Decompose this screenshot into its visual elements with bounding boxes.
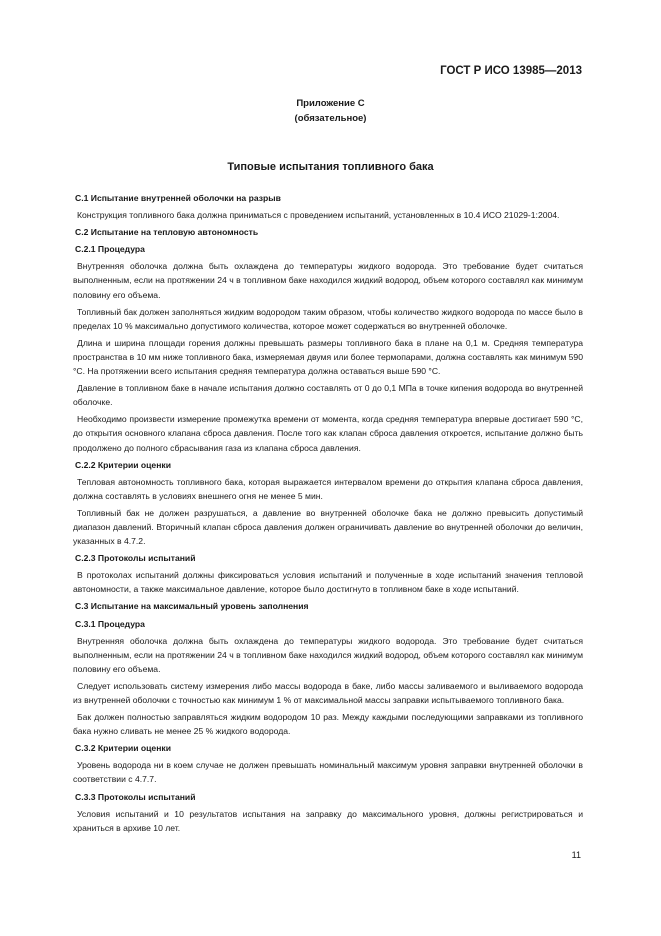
paragraph: Конструкция топливного бака должна приниматься с проведением испытаний, установленных в 10.4 ИСО 21029-1:2004.	[77, 210, 560, 221]
section-heading: С.3.2 Критерии оценки	[75, 743, 171, 754]
paragraph: Давление в топливном баке в начале испытания должно составлять от 0 до 0,1 МПа в точке кипения водорода во внутренней оболочке.	[73, 383, 583, 408]
paragraph: Условия испытаний и 10 результатов испытания на заправку до максимального уровня, должны регистрироваться и храниться в архиве 10 лет.	[73, 808, 583, 833]
document-body	[73, 191, 583, 838]
annex-title: Приложение С	[296, 98, 365, 109]
document-title: Типовые испытания топливного бака	[227, 161, 434, 173]
standard-code: ГОСТ Р ИСО 13985—2013	[440, 65, 582, 77]
section-heading: С.1 Испытание внутренней оболочки на разрыв	[75, 193, 281, 203]
annex-heading	[0, 96, 661, 126]
section-heading: С.2.3 Протоколы испытаний	[75, 553, 196, 564]
section-heading: С.3.3 Протоколы испытаний	[75, 791, 196, 802]
section-heading: С.2.1 Процедура	[75, 244, 145, 255]
paragraph: Длина и ширина площади горения должны превышать размеры топливного бака в плане на 0,1 м. Средняя температура пространства в 10 мм ниже топливного бака, измеряемая двумя или более термопарами, должна составлять как минимум 590 °С. На протяжении всего испытания средняя температура должна оставаться выше 590 °С.	[73, 337, 583, 377]
section-heading: С.3.1 Процедура	[75, 618, 145, 629]
annex-status: (обязательное)	[294, 113, 367, 124]
paragraph: Топливный бак должен заполняться жидким водородом таким образом, чтобы количество жидкого водорода по массе было в пределах 10 % максимально допустимого количества, которое может содержаться во внутренней оболочке.	[73, 306, 583, 331]
section-heading: С.3 Испытание на максимальный уровень заполнения	[75, 601, 309, 612]
paragraph: Топливный бак не должен разрушаться, а давление во внутренней оболочке бака не должно превысить допустимый диапазон давлений. Вторичный клапан сброса давления должен ограничивать давление во внутренней оболочки до величин, указанных в 4.7.2.	[73, 507, 583, 547]
section-heading: С.2 Испытание на тепловую автономность	[75, 227, 259, 238]
section-heading: С.2.2 Критерии оценки	[75, 459, 171, 470]
paragraph: Внутренняя оболочка должна быть охлаждена до температуры жидкого водорода. Это требование будет считаться выполненным, если на протяжении 24 ч в топливном баке находился жидкий водород, объем которого составлял как минимум половину его объема.	[73, 261, 583, 300]
paragraph: Внутренняя оболочка должна быть охлаждена до температуры жидкого водорода. Это требование будет считаться выполненным, если на протяжении 24 ч в топливном баке находился жидкий водород, объем которого составлял как минимум половину его объема.	[73, 635, 583, 674]
paragraph: Тепловая автономность топливного бака, которая выражается интервалом времени до открытия клапана сброса давления, должна составлять в условиях внешнего огня не менее 5 мин.	[73, 476, 583, 501]
paragraph: Уровень водорода ни в коем случае не должен превышать номинальный максимум уровня заправки внутренней оболочки в соответствии с 4.7.7.	[73, 760, 583, 785]
page-number: 11	[571, 850, 581, 860]
paragraph: Следует использовать систему измерения либо массы водорода в баке, либо массы заливаемого и выливаемого водорода из внутренней оболочки с точностью как минимум 1 % от максимальной массы заправки испытываемого топливного бака.	[73, 680, 583, 705]
paragraph: В протоколах испытаний должны фиксироваться условия испытаний и полученные в ходе испытаний значения тепловой автономности, а также максимальное давление, которое было достигнуто в топливном баке в ходе испытаний.	[73, 570, 583, 595]
paragraph: Бак должен полностью заправляться жидким водородом 10 раз. Между каждыми последующими заправками из топливного бака нужно сливать не менее 25 % жидкого водорода.	[73, 712, 583, 737]
paragraph: Необходимо произвести измерение промежутка времени от момента, когда средняя температура впервые достигает 590 °С, до открытия основного клапана сброса давления. После того как клапан сброса давления откроется, испытание должно быть продолжено до полного сбрасывания газа из клапана сброса давления.	[73, 414, 583, 453]
